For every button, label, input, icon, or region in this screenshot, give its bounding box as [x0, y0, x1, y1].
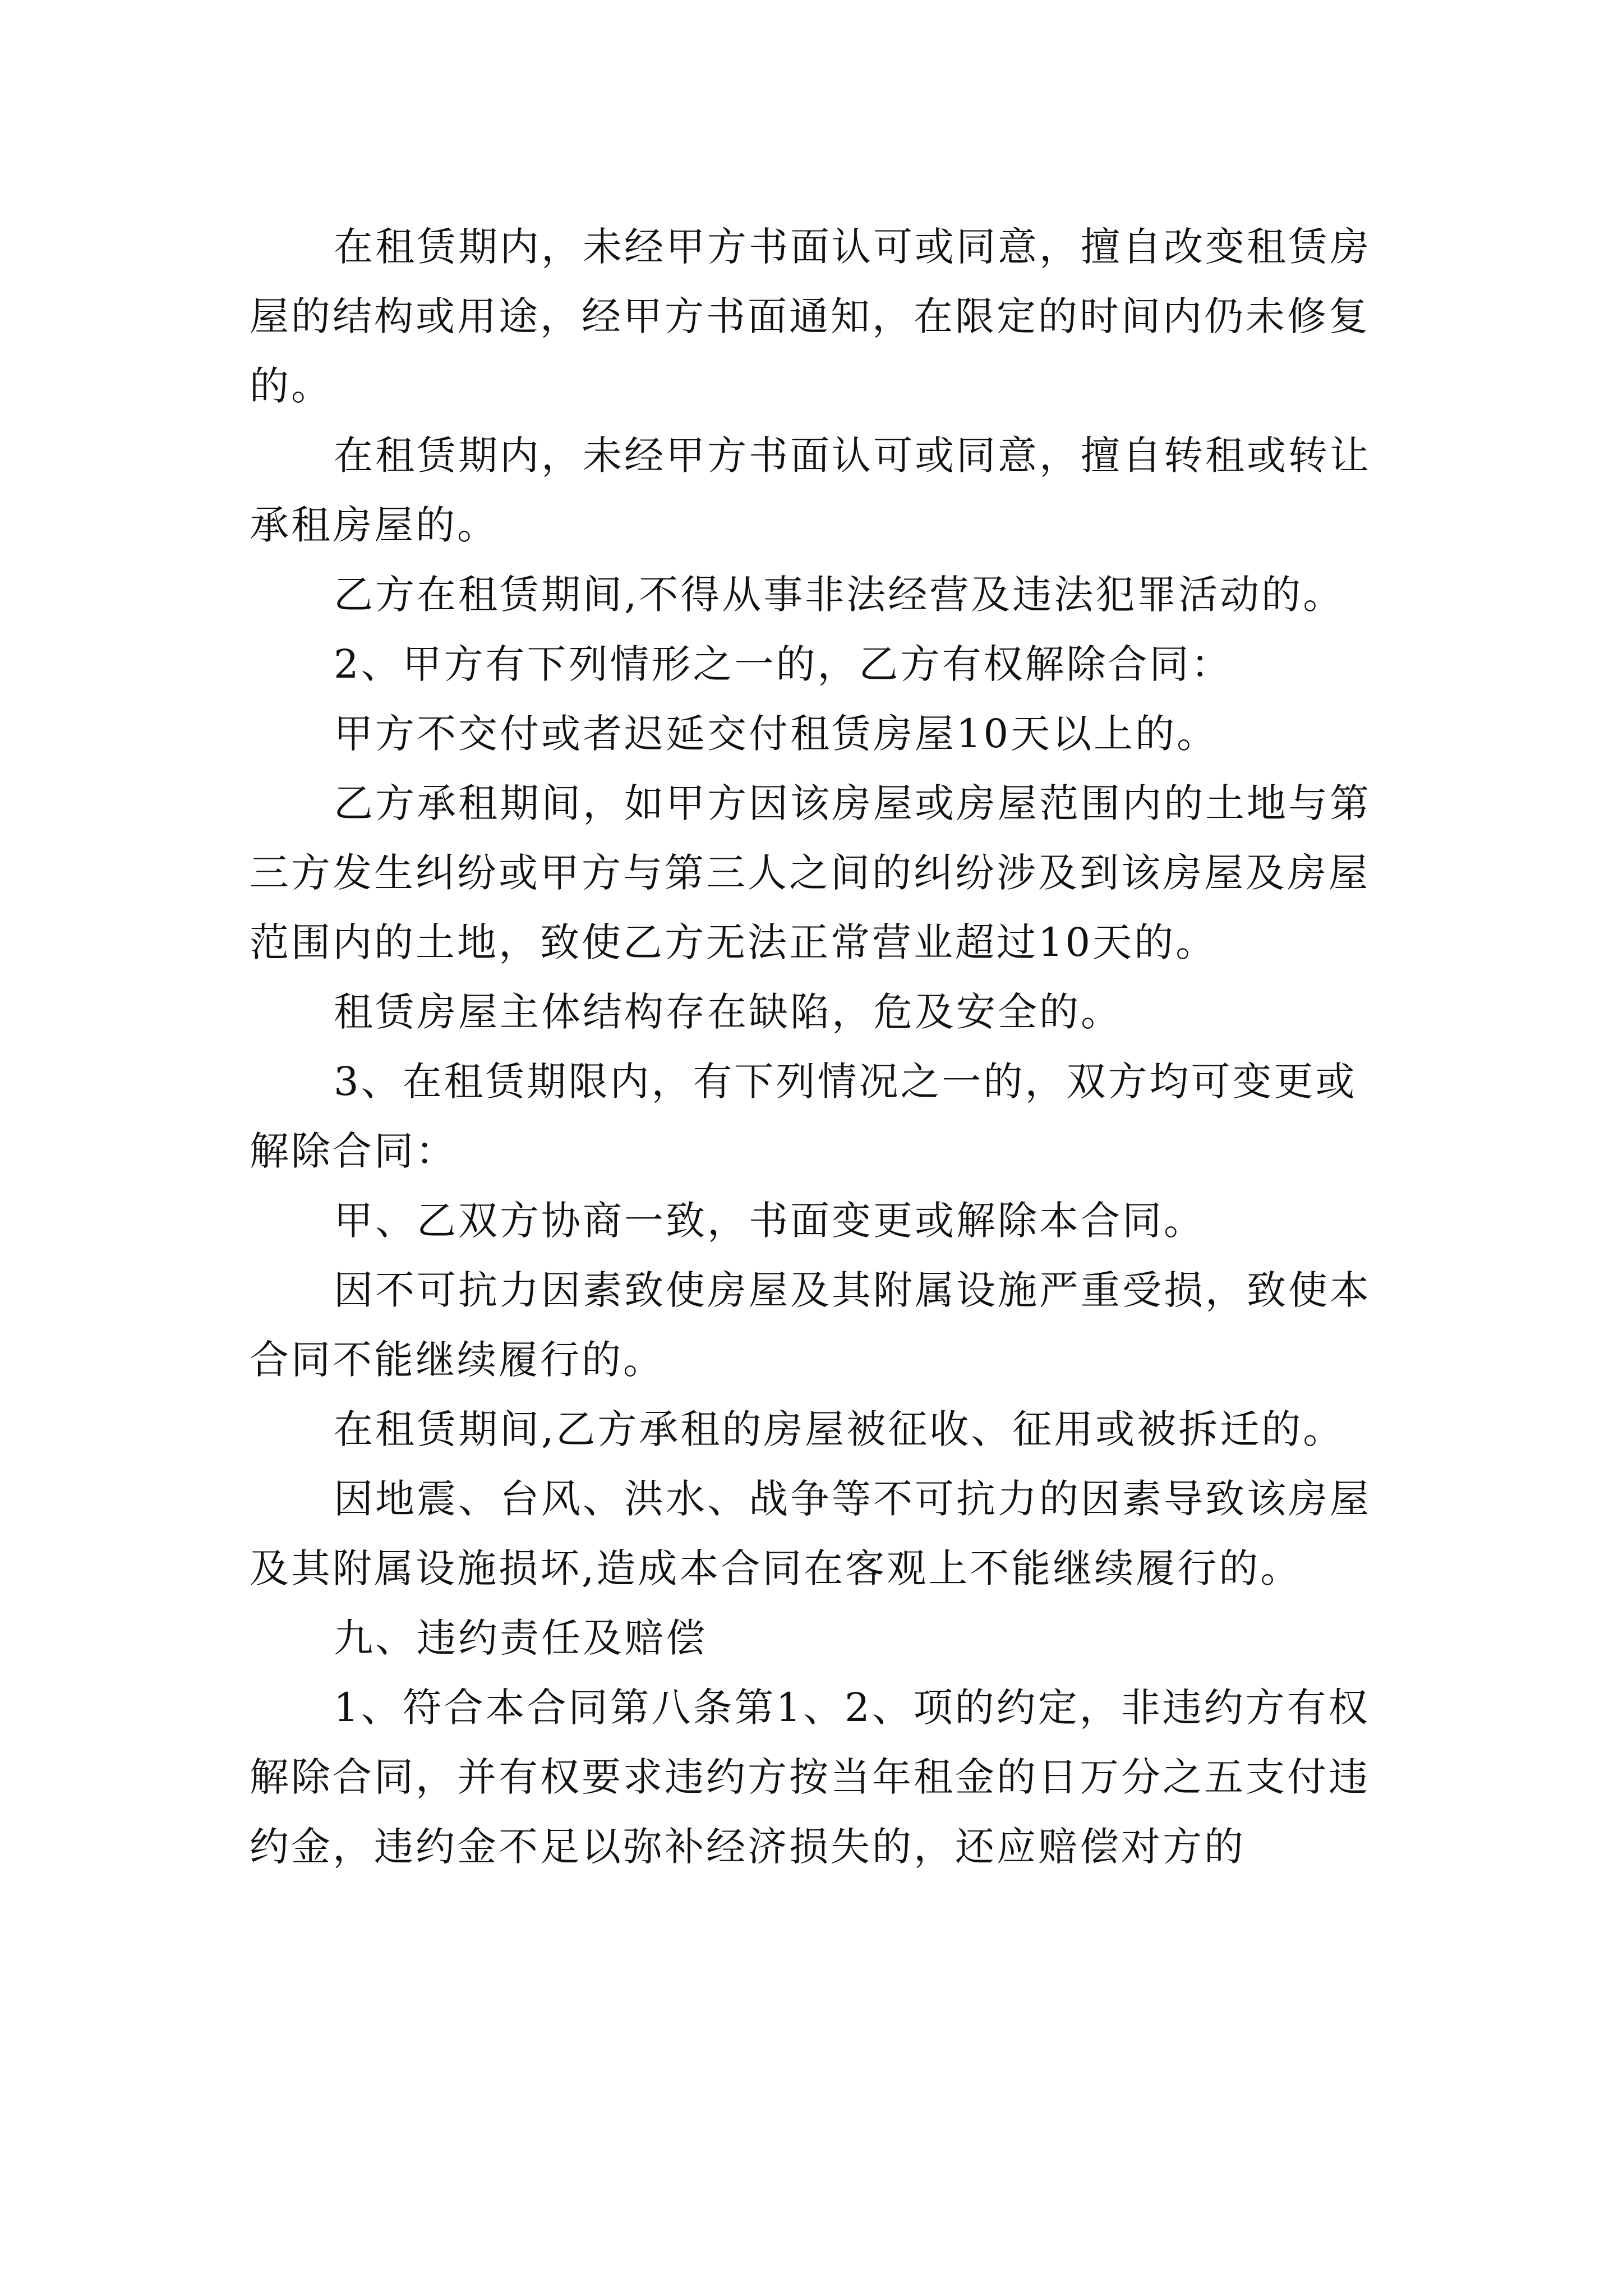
- paragraph: 因地震、台风、洪水、战争等不可抗力的因素导致该房屋及其附属设施损坏,造成本合同在客观上不能继续履行的。: [250, 1476, 1371, 1591]
- paragraph: 2、甲方有下列情形之一的，乙方有权解除合同：: [334, 641, 1233, 687]
- section-heading: 九、违约责任及赔偿: [334, 1615, 707, 1661]
- document-body: [250, 212, 1394, 1881]
- paragraph: 乙方承租期间，如甲方因该房屋或房屋范围内的土地与第三方发生纠纷或甲方与第三人之间的纠纷涉及到该房屋及房屋范围内的土地，致使乙方无法正常营业超过10天的。: [250, 780, 1371, 965]
- paragraph: 1、符合本合同第八条第1、2、项的约定，非违约方有权解除合同，并有权要求违约方按当年租金的日万分之五支付违约金，违约金不足以弥补经济损失的，还应赔偿对方的: [250, 1685, 1370, 1870]
- paragraph: 租赁房屋主体结构存在缺陷，危及安全的。: [334, 989, 1122, 1035]
- paragraph: 在租赁期内，未经甲方书面认可或同意，擅自改变租赁房屋的结构或用途，经甲方书面通知，在限定的时间内仍未修复的。: [250, 224, 1371, 409]
- paragraph: 甲方不交付或者迟延交付租赁房屋10天以上的。: [334, 711, 1219, 757]
- paragraph: 因不可抗力因素致使房屋及其附属设施严重受损，致使本合同不能继续履行的。: [250, 1267, 1371, 1383]
- paragraph: 在租赁期内，未经甲方书面认可或同意，擅自转租或转让承租房屋的。: [250, 432, 1371, 548]
- paragraph: 在租赁期间,乙方承租的房屋被征收、征用或被拆迁的。: [334, 1406, 1345, 1452]
- paragraph: 乙方在租赁期间,不得从事非法经营及违法犯罪活动的。: [334, 572, 1345, 618]
- paragraph: 3、在租赁期限内，有下列情况之一的，双方均可变更或解除合同：: [250, 1059, 1357, 1174]
- paragraph: 甲、乙双方协商一致，书面变更或解除本合同。: [334, 1198, 1205, 1244]
